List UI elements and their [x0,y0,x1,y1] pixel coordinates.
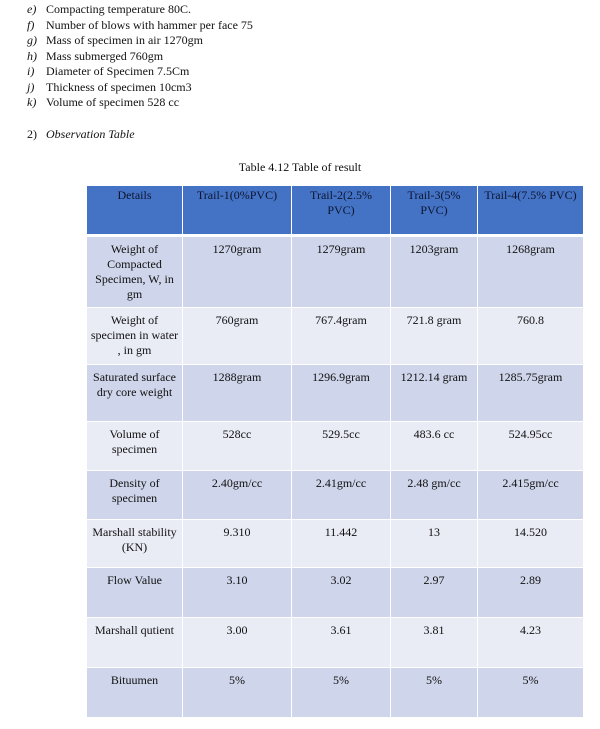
list-marker: k) [27,95,37,109]
header-trail-1: Trail-1(0%PVC) [183,186,292,236]
section-number: 2) [27,127,37,141]
table-row [87,568,584,618]
table-cell: 14.520 [478,520,584,568]
header-details: Details [87,186,183,236]
table-row [87,520,584,568]
table-cell: 5% [478,668,584,718]
table-cell: 524.95cc [478,422,584,471]
table-cell: 1212.14 gram [391,365,478,422]
list-item-text: Number of blows with hammer per face 75 [46,17,253,32]
table-cell: 2.415gm/cc [478,471,584,520]
list-item-text: Mass of specimen in air 1270gm [46,33,203,47]
list-marker: f) [27,17,35,32]
list-item [27,33,253,49]
table-cell: 1270gram [183,236,292,308]
list-item [27,95,253,111]
row-label: Marshall qutient [87,618,183,668]
table-cell: 5% [292,668,391,718]
header-trail-4: Trail-4(7.5% PVC) [478,186,584,236]
list-marker: i) [27,64,35,78]
table-cell: 2.48 gm/cc [391,471,478,520]
table-cell: 4.23 [478,618,584,668]
table-cell: 2.41gm/cc [292,471,391,520]
table-cell: 3.02 [292,568,391,618]
table-cell: 5% [183,668,292,718]
list-item-text: Mass submerged 760gm [46,48,164,63]
table-cell: 3.10 [183,568,292,618]
table-row [87,471,584,520]
table-cell: 760gram [183,308,292,365]
list-marker: g) [27,33,37,47]
table-cell: 760.8 [478,308,584,365]
table-cell: 1285.75gram [478,365,584,422]
table-cell: 1203gram [391,236,478,308]
list-item-text: Diameter of Specimen 7.5Cm [46,64,190,78]
table-row [87,422,584,471]
section-heading [27,127,135,142]
table-cell: 767.4gram [292,308,391,365]
table-row [87,236,584,308]
list-item-text: Thickness of specimen 10cm3 [46,79,192,94]
table-cell: 3.00 [183,618,292,668]
list-item-text: Volume of specimen 528 cc [46,95,180,109]
table-cell: 1296.9gram [292,365,391,422]
table-cell: 528cc [183,422,292,471]
row-label: Volume of specimen [87,422,183,471]
row-label: Saturated surface dry core weight [87,365,183,422]
table-cell: 5% [391,668,478,718]
table-cell: 2.97 [391,568,478,618]
table-cell: 2.40gm/cc [183,471,292,520]
table-cell: 721.8 gram [391,308,478,365]
results-table [86,185,584,718]
table-cell: 9.310 [183,520,292,568]
table-cell: 11.442 [292,520,391,568]
table-row [87,365,584,422]
parameter-list [27,2,253,111]
table-cell: 2.89 [478,568,584,618]
table-caption: Table 4.12 Table of result [238,160,362,174]
list-item [27,18,253,34]
row-label: Bituumen [87,668,183,718]
list-item [27,64,253,80]
table-cell: 529.5cc [292,422,391,471]
list-marker: h) [27,48,37,63]
row-label: Flow Value [87,568,183,618]
table-cell: 3.81 [391,618,478,668]
table-row [87,668,584,718]
row-label: Weight of Compacted Specimen, W, in gm [87,236,183,308]
list-item [27,80,253,96]
header-trail-2: Trail-2(2.5% PVC) [292,186,391,236]
list-item-text: Compacting temperature 80C. [46,2,191,16]
table-cell: 483.6 cc [391,422,478,471]
table-cell: 13 [391,520,478,568]
list-item [27,2,253,18]
row-label: Marshall stability (KN) [87,520,183,568]
row-label: Density of specimen [87,471,183,520]
table-cell: 1288gram [183,365,292,422]
table-header-row [87,186,584,236]
section-title-text: Observation Table [46,127,135,141]
table-cell: 3.61 [292,618,391,668]
list-marker: j) [27,79,35,94]
row-label: Weight of specimen in water , in gm [87,308,183,365]
list-item [27,49,253,65]
table-row [87,618,584,668]
list-marker: e) [27,2,37,16]
table-row [87,308,584,365]
table-cell: 1279gram [292,236,391,308]
header-trail-3: Trail-3(5% PVC) [391,186,478,236]
table-cell: 1268gram [478,236,584,308]
